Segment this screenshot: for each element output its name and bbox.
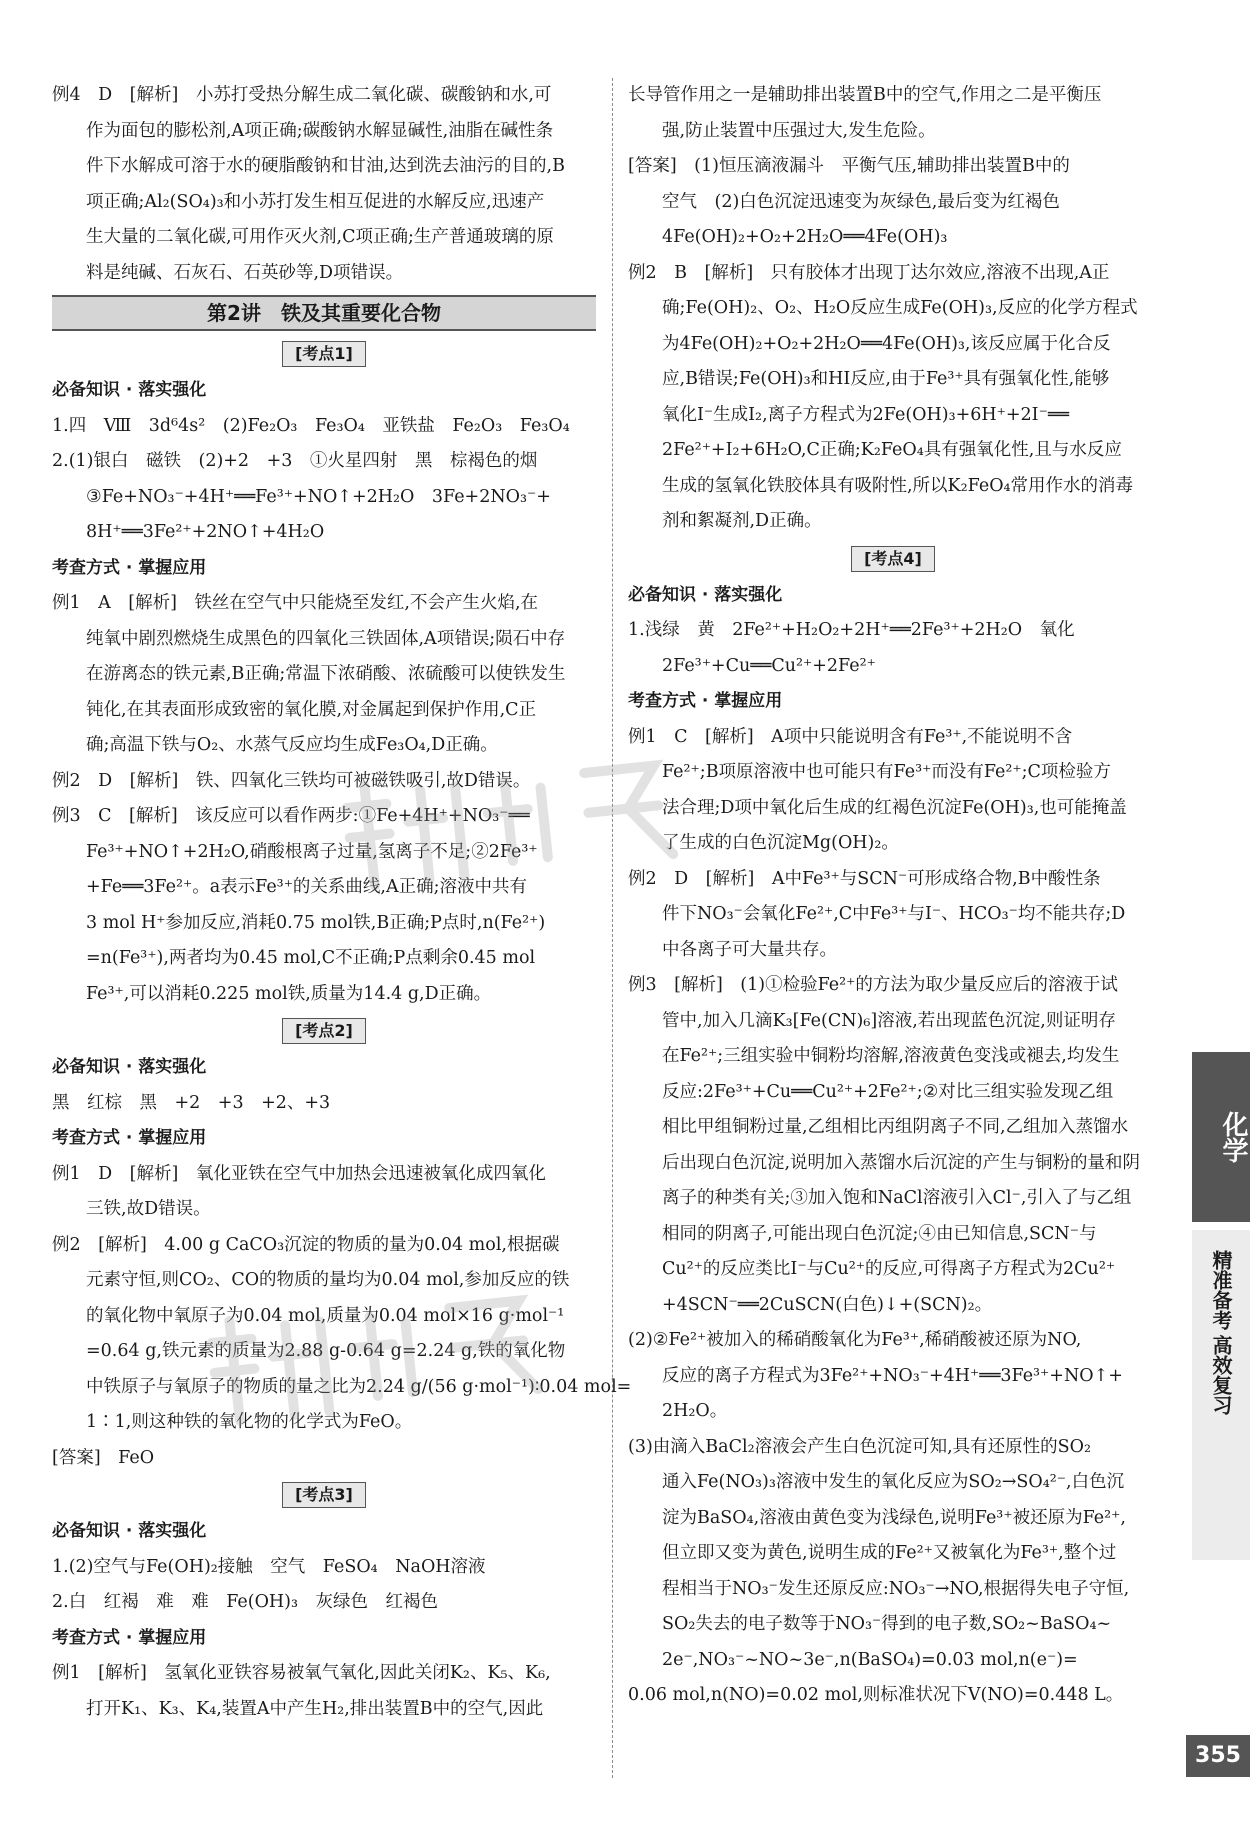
text-line: 例3 [解析] (1)①检验Fe²⁺的方法为取少量反应后的溶液于试	[628, 975, 1118, 995]
text-line: 三铁,故D错误。	[86, 1199, 211, 1219]
text-line: 元素守恒,则CO₂、CO的物质的量均为0.04 mol,参加反应的铁	[86, 1270, 570, 1290]
text-line: 生大量的二氧化碳,可用作灭火剂,C项正确;生产普通玻璃的原	[86, 227, 554, 247]
text-line: 空气 (2)白色沉淀迅速变为灰绿色,最后变为红褐色	[662, 191, 1060, 212]
bk-heading-2: 必备知识 · 落实强化	[52, 1057, 207, 1077]
ex-heading-4: 考查方式 · 掌握应用	[628, 691, 783, 711]
text-line: 钝化,在其表面形成致密的氧化膜,对金属起到保护作用,C正	[86, 699, 537, 720]
text-line: 了生成的白色沉淀Mg(OH)₂。	[662, 833, 899, 853]
text-line: 反应的离子方程式为3Fe²⁺+NO₃⁻+4H⁺══3Fe³⁺+NO↑+	[662, 1365, 1123, 1386]
text-line: 2H₂O。	[662, 1401, 728, 1421]
kaodian-4-knowledge	[628, 613, 1158, 684]
bk-heading-3: 必备知识 · 落实强化	[52, 1521, 207, 1541]
text-line: 0.06 mol,n(NO)=0.02 mol,则标准状况下V(NO)=0.448 L。	[628, 1685, 1124, 1705]
text-line: 料是纯碱、石灰石、石英砂等,D项错误。	[86, 262, 404, 283]
text-line: 确;Fe(OH)₂、O₂、H₂O反应生成Fe(OH)₃,反应的化学方程式	[662, 298, 1138, 318]
kaodian-4-label: [考点4]	[628, 540, 1158, 578]
text-line: 例2 B [解析] 只有胶体才出现丁达尔效应,溶液不出现,A正	[628, 262, 1110, 283]
ex-heading-3: 考查方式 · 掌握应用	[52, 1627, 207, 1648]
text-line: 3 mol H⁺参加反应,消耗0.75 mol铁,B正确;P点时,n(Fe²⁺)	[86, 912, 546, 933]
text-line: =0.64 g,铁元素的质量为2.88 g-0.64 g=2.24 g,铁的氧化物	[86, 1341, 566, 1361]
text-line: 应,B错误;Fe(OH)₃和HI反应,由于Fe³⁺具有强氧化性,能够	[662, 369, 1110, 389]
text-line: ③Fe+NO₃⁻+4H⁺══Fe³⁺+NO↑+2H₂O 3Fe+2NO₃⁻+	[86, 486, 551, 507]
text-line: 打开K₁、K₃、K₄,装置A中产生H₂,排出装置B中的空气,因此	[86, 1698, 544, 1719]
text-line: 1.四 Ⅷ 3d⁶4s² (2)Fe₂O₃ Fe₃O₄ 亚铁盐 Fe₂O₃ Fe₃O₄	[52, 415, 570, 436]
text-line: [答案] (1)恒压滴液漏斗 平衡气压,辅助排出装置B中的	[628, 156, 1070, 176]
ex-heading-2: 考查方式 · 掌握应用	[52, 1128, 207, 1148]
page-number: 355	[1186, 1735, 1250, 1777]
text-line: 2.白 红褐 难 难 Fe(OH)₃ 灰绿色 红褐色	[52, 1592, 439, 1612]
text-line: =n(Fe³⁺),两者均为0.45 mol,C不正确;P点剩余0.45 mol	[86, 948, 536, 968]
text-line: 淀为BaSO₄,溶液由黄色变为浅绿色,说明Fe³⁺被还原为Fe²⁺,	[662, 1507, 1126, 1528]
right-column	[628, 78, 1158, 1714]
kaodian-1-examples	[52, 586, 596, 1012]
text-line: 1∶1,则这种铁的氧化物的化学式为FeO。	[86, 1412, 413, 1432]
text-line: 件下NO₃⁻会氧化Fe²⁺,C中Fe³⁺与I⁻、HCO₃⁻均不能共存;D	[662, 904, 1126, 924]
kaodian-2-label: [考点2]	[52, 1012, 596, 1050]
kaodian-4-examples	[628, 720, 1158, 1714]
text-line: 例1 [解析] 氢氧化亚铁容易被氧气氧化,因此关闭K₂、K₅、K₆,	[52, 1663, 551, 1683]
bk-heading-4: 必备知识 · 落实强化	[628, 584, 783, 605]
series-tab-b: 高效复习	[1209, 1335, 1233, 1415]
bk-heading-1: 必备知识 · 落实强化	[52, 380, 207, 400]
text-line: 例2 [解析] 4.00 g CaCO₃沉淀的物质的量为0.04 mol,根据碳	[52, 1234, 560, 1255]
text-line: 例2 D [解析] 铁、四氧化三铁均可被磁铁吸引,故D错误。	[52, 770, 531, 791]
text-line: 2.(1)银白 磁铁 (2)+2 +3 ①火星四射 黑 棕褐色的烟	[52, 451, 538, 471]
text-line: 中铁原子与氧原子的物质的量之比为2.24 g/(56 g·mol⁻¹)∶0.04 mol=	[86, 1376, 632, 1397]
text-line: Fe³⁺+NO↑+2H₂O,硝酸根离子过量,氢离子不足;②2Fe³⁺	[86, 841, 538, 862]
text-line: 的氧化物中氧原子为0.04 mol,质量为0.04 mol×16 g·mol⁻¹	[86, 1305, 565, 1326]
column-divider	[612, 78, 613, 1778]
text-line: +4SCN⁻══2CuSCN(白色)↓+(SCN)₂。	[662, 1294, 993, 1315]
text-line: 4Fe(OH)₂+O₂+2H₂O══4Fe(OH)₃	[662, 227, 948, 247]
text-line: SO₂失去的电子数等于NO₃⁻得到的电子数,SO₂~BaSO₄~	[662, 1614, 1112, 1634]
example-4-block	[52, 78, 596, 291]
text-line: 相同的阴离子,可能出现白色沉淀;④由已知信息,SCN⁻与	[662, 1223, 1097, 1244]
subject-tab: 化学	[1192, 1052, 1250, 1222]
text-line: 生成的氢氧化铁胶体具有吸附性,所以K₂FeO₄常用作水的消毒	[662, 475, 1134, 496]
series-tab-a: 精准备考	[1209, 1250, 1233, 1330]
text-line: 通入Fe(NO₃)₃溶液中发生的氧化反应为SO₂→SO₄²⁻,白色沉	[662, 1472, 1125, 1492]
ex-heading-1: 考查方式 · 掌握应用	[52, 557, 207, 578]
text-line: 但立即又变为黄色,说明生成的Fe²⁺又被氧化为Fe³⁺,整个过	[662, 1543, 1117, 1563]
text-line: 项正确;Al₂(SO₄)₃和小苏打发生相互促进的水解反应,迅速产	[86, 191, 545, 212]
text-line: 2Fe³⁺+Cu══Cu²⁺+2Fe²⁺	[662, 655, 876, 676]
text-line: 例1 D [解析] 氧化亚铁在空气中加热会迅速被氧化成四氧化	[52, 1163, 546, 1184]
text-line: 离子的种类有关;③加入饱和NaCl溶液引入Cl⁻,引入了与乙组	[662, 1188, 1132, 1208]
left-column	[52, 78, 632, 1727]
text-line: Cu²⁺的反应类比I⁻与Cu²⁺的反应,可得离子方程式为2Cu²⁺	[662, 1259, 1116, 1279]
text-line: 1.浅绿 黄 2Fe²⁺+H₂O₂+2H⁺══2Fe³⁺+2H₂O 氧化	[628, 620, 1075, 640]
text-line: 例2 D [解析] A中Fe³⁺与SCN⁻可形成络合物,B中酸性条	[628, 868, 1101, 889]
text-line: 剂和絮凝剂,D正确。	[662, 511, 822, 531]
text-line: 1.(2)空气与Fe(OH)₂接触 空气 FeSO₄ NaOH溶液	[52, 1556, 486, 1577]
text-line: 黑 红棕 黑 +2 +3 +2、+3	[52, 1092, 331, 1113]
text-line: 例1 C [解析] A项中只能说明含有Fe³⁺,不能说明不含	[628, 726, 1073, 747]
text-line: 在游离态的铁元素,B正确;常温下浓硝酸、浓硫酸可以使铁发生	[86, 664, 566, 684]
series-tab	[1192, 1230, 1250, 1560]
text-line: +Fe══3Fe²⁺。a表示Fe³⁺的关系曲线,A正确;溶液中共有	[86, 877, 528, 897]
text-line: 为4Fe(OH)₂+O₂+2H₂O══4Fe(OH)₃,该反应属于化合反	[662, 333, 1111, 354]
text-line: (2)②Fe²⁺被加入的稀硝酸氧化为Fe³⁺,稀硝酸被还原为NO,	[628, 1330, 1082, 1350]
text-line: 长导管作用之一是辅助排出装置B中的空气,作用之二是平衡压	[628, 85, 1102, 105]
text-line: Fe³⁺,可以消耗0.225 mol铁,质量为14.4 g,D正确。	[86, 983, 492, 1004]
text-line: 例4 D [解析] 小苏打受热分解生成二氧化碳、碳酸钠和水,可	[52, 85, 552, 105]
text-line: [答案] FeO	[52, 1447, 155, 1468]
text-line: 例3 C [解析] 该反应可以看作两步:①Fe+4H⁺+NO₃⁻══	[52, 806, 530, 826]
text-line: 相比甲组铜粉过量,乙组相比丙组阴离子不同,乙组加入蒸馏水	[662, 1117, 1129, 1137]
kaodian-1-knowledge	[52, 409, 596, 551]
text-line: 2Fe²⁺+I₂+6H₂O,C正确;K₂FeO₄具有强氧化性,且与水反应	[662, 440, 1122, 460]
text-line: 8H⁺══3Fe²⁺+2NO↑+4H₂O	[86, 522, 325, 542]
kaodian-2-examples	[52, 1157, 632, 1477]
text-line: Fe²⁺;B项原溶液中也可能只有Fe³⁺而没有Fe²⁺;C项检验方	[662, 762, 1111, 782]
text-line: 反应:2Fe³⁺+Cu══Cu²⁺+2Fe²⁺;②对比三组实验发现乙组	[662, 1081, 1114, 1102]
text-line: 作为面包的膨松剂,A项正确;碳酸钠水解显碱性,油脂在碱性条	[86, 120, 554, 141]
kaodian-3-knowledge	[52, 1550, 596, 1621]
text-line: 管中,加入几滴K₃[Fe(CN)₆]溶液,若出现蓝色沉淀,则证明存	[662, 1010, 1116, 1031]
text-line: 纯氧中剧烈燃烧生成黑色的四氧化三铁固体,A项错误;陨石中存	[86, 628, 566, 649]
kaodian-3-continued	[628, 78, 1158, 540]
text-line: 件下水解成可溶于水的硬脂酸钠和甘油,达到洗去油污的目的,B	[86, 156, 565, 176]
text-line: (3)由滴入BaCl₂溶液会产生白色沉淀可知,具有还原性的SO₂	[628, 1436, 1091, 1457]
text-line: 在Fe²⁺;三组实验中铜粉均溶解,溶液黄色变浅或褪去,均发生	[662, 1046, 1120, 1066]
text-line: 例1 A [解析] 铁丝在空气中只能烧至发红,不会产生火焰,在	[52, 593, 539, 613]
text-line: 程相当于NO₃⁻发生还原反应:NO₃⁻→NO,根据得失电子守恒,	[662, 1578, 1130, 1599]
kaodian-3-label: [考点3]	[52, 1476, 596, 1514]
chapter-banner: 第2讲 铁及其重要化合物	[52, 295, 596, 331]
text-line: 2e⁻,NO₃⁻~NO~3e⁻,n(BaSO₄)=0.03 mol,n(e⁻)=	[662, 1649, 1078, 1670]
kaodian-3-examples	[52, 1656, 596, 1727]
text-line: 法合理;D项中氧化后生成的红褐色沉淀Fe(OH)₃,也可能掩盖	[662, 797, 1127, 818]
text-line: 后出现白色沉淀,说明加入蒸馏水后沉淀的产生与铜粉的量和阴	[662, 1152, 1141, 1173]
kaodian-2-knowledge	[52, 1086, 596, 1122]
text-line: 氧化I⁻生成I₂,离子方程式为2Fe(OH)₃+6H⁺+2I⁻══	[662, 404, 1069, 425]
text-line: 强,防止装置中压强过大,发生危险。	[662, 120, 936, 141]
text-line: 确;高温下铁与O₂、水蒸气反应均生成Fe₃O₄,D正确。	[86, 735, 498, 755]
kaodian-1-label: [考点1]	[52, 335, 596, 373]
text-line: 中各离子可大量共存。	[662, 939, 837, 960]
